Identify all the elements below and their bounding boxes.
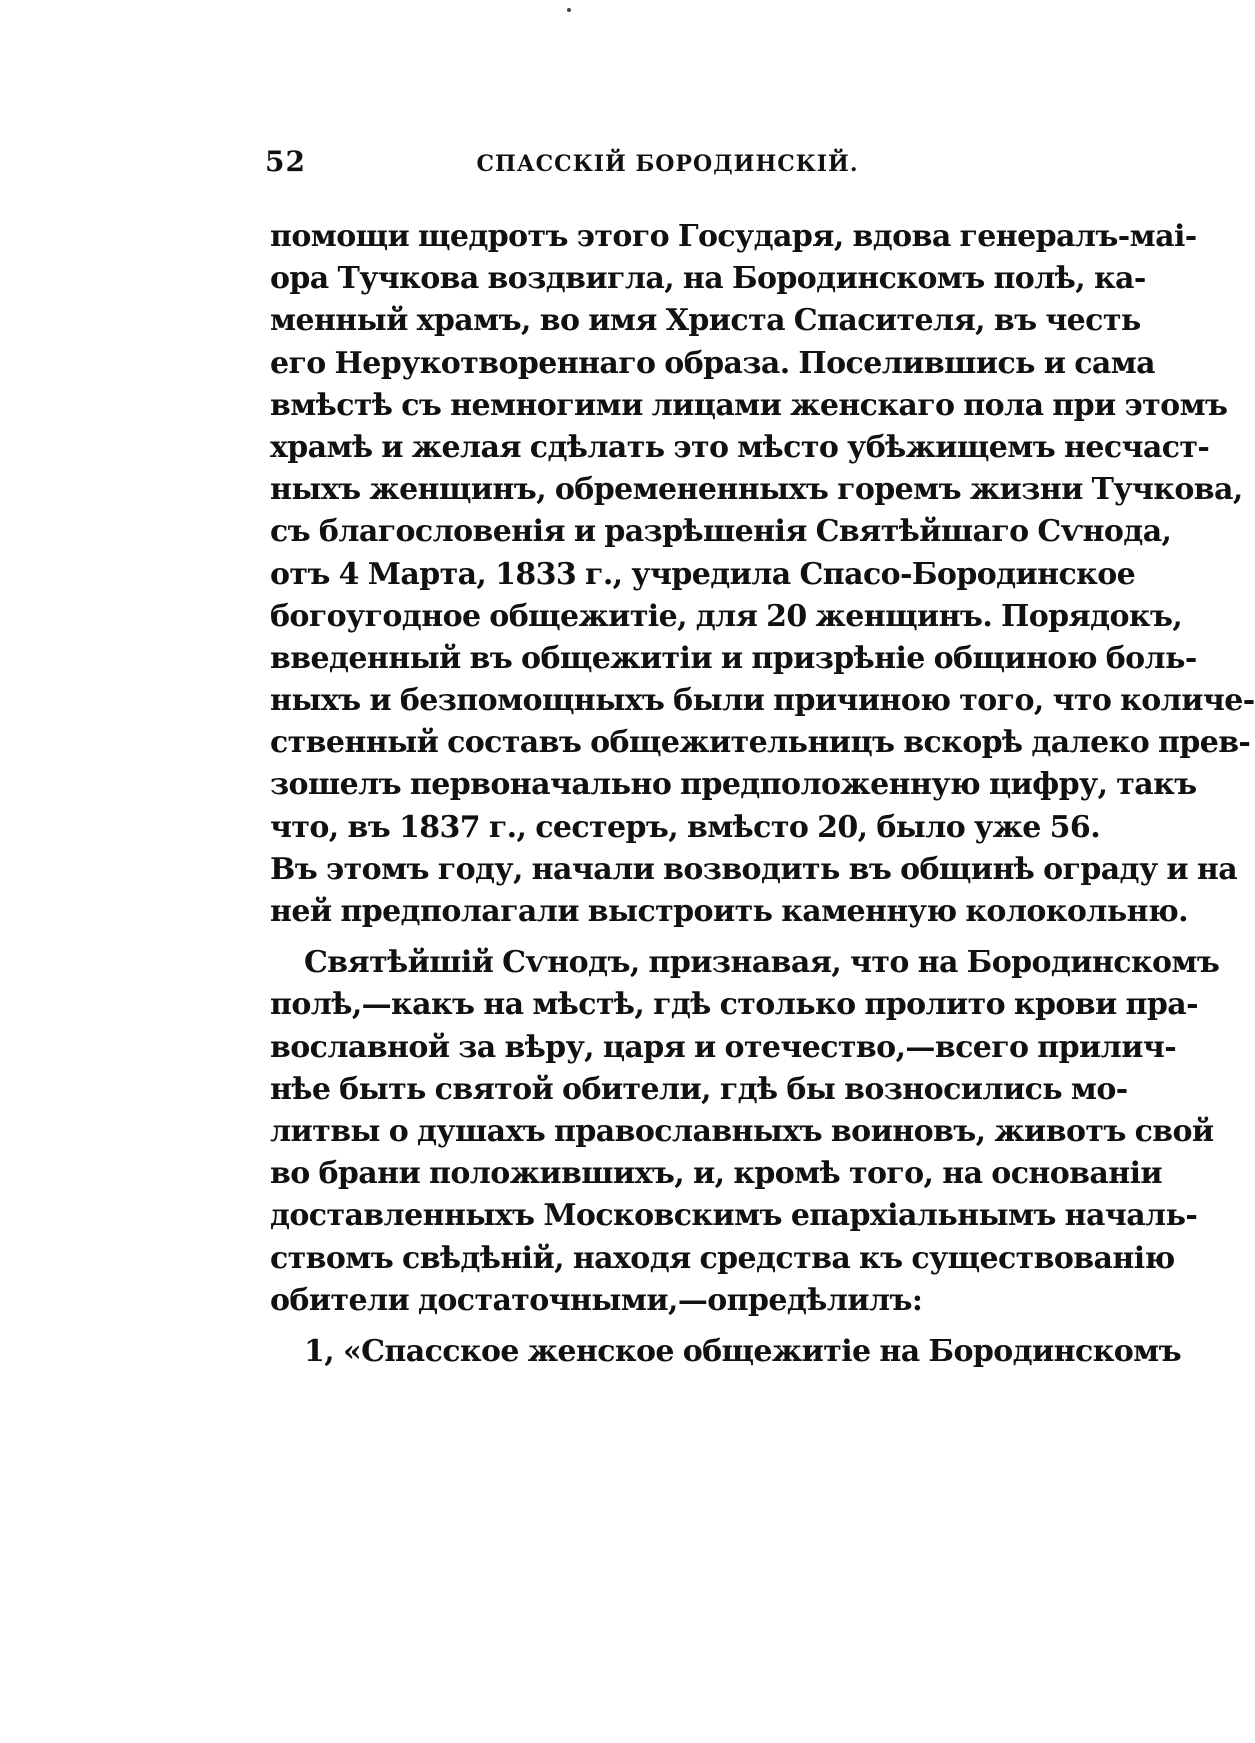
text-line: ствомъ свѣдѣній, находя средства къ существованію — [270, 1240, 1175, 1276]
text-line: Святѣйшій Сѵнодъ, признавая, что на Бородинскомъ — [304, 945, 1220, 981]
paragraph-gap — [270, 1322, 1008, 1331]
paragraph-gap — [270, 933, 1008, 942]
text-line: нѣе быть святой обители, гдѣ бы возносились мо- — [270, 1071, 1128, 1107]
page-header — [265, 145, 1010, 185]
text-line: что, въ 1837 г., сестеръ, вмѣсто 20, было уже 56. — [270, 809, 1101, 845]
text-line: помощи щедротъ этого Государя, вдова генералъ-маі- — [270, 219, 1197, 254]
text-line: менный храмъ, во имя Христа Спасителя, въ честь — [270, 303, 1141, 339]
text-line: его Нерукотвореннаго образа. Поселившись и сама — [270, 345, 1156, 381]
running-head: СПАССКІЙ БОРОДИНСКІЙ. — [476, 151, 859, 177]
page-number: 52 — [265, 145, 306, 178]
text-line: ора Тучкова воздвигла, на Бородинскомъ полѣ, ка- — [270, 261, 1146, 297]
text-line: литвы о душахъ православныхъ воиновъ, животъ свой — [270, 1113, 1214, 1149]
text-line: съ благословенія и разрѣшенія Святѣйшаго Сѵнода, — [270, 514, 1172, 550]
text-line: зошелъ первоначально предположенную цифру, такъ — [270, 767, 1197, 803]
text-line: полѣ,—какъ на мѣстѣ, гдѣ столько пролито крови пра- — [270, 987, 1198, 1023]
text-line: Въ этомъ году, начали возводить въ общинѣ ограду и на — [270, 851, 1238, 887]
text-line: 1, «Спасское женское общежитіе на Бородинскомъ — [304, 1333, 1182, 1369]
text-line: ныхъ и безпомощныхъ были причиною того, что количе- — [270, 683, 1255, 719]
text-line: во брани положившихъ, и, кромѣ того, на основаніи — [270, 1156, 1163, 1192]
text-line: ныхъ женщинъ, обремененныхъ горемъ жизни Тучкова, — [270, 472, 1243, 508]
text-line: вославной за вѣру, царя и отечество,—всего прилич- — [270, 1029, 1177, 1065]
text-line: доставленныхъ Московскимъ епархіальнымъ началь- — [270, 1198, 1198, 1234]
text-line: ственный составъ общежительницъ вскорѣ далеко прев- — [270, 725, 1251, 761]
text-line: храмѣ и желая сдѣлать это мѣсто убѣжищемъ несчаст- — [270, 429, 1210, 465]
text-line: обители достаточными,—опредѣлилъ: — [270, 1282, 923, 1318]
text-line: отъ 4 Марта, 1833 г., учредила Спасо-Бородинское — [270, 556, 1136, 592]
body-text — [270, 216, 1255, 1373]
text-line: богоугодное общежитіе, для 20 женщинъ. Порядокъ, — [270, 598, 1183, 634]
print-speck — [567, 8, 571, 12]
text-line: ней предполагали выстроить каменную колокольню. — [270, 894, 1188, 929]
text-line: вмѣстѣ съ немногими лицами женскаго пола при этомъ — [270, 387, 1228, 423]
text-line: введенный въ общежитіи и призрѣніе общиною боль- — [270, 640, 1197, 676]
